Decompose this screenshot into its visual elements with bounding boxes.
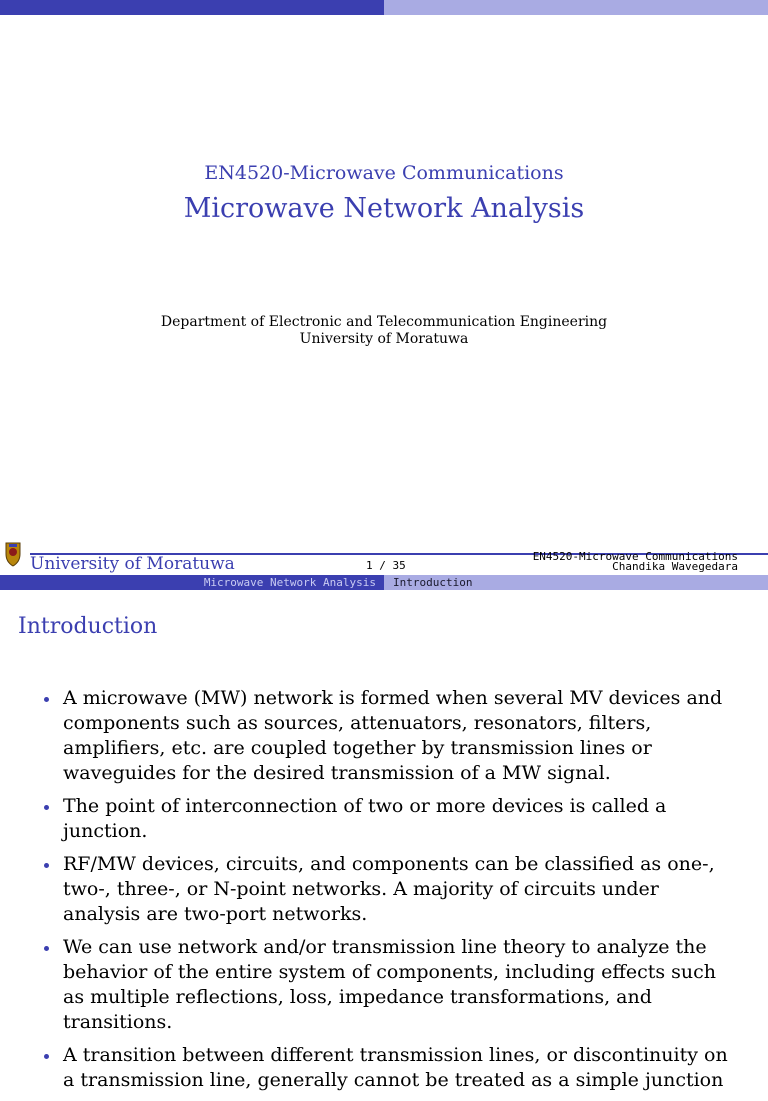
title-headline-bar: [0, 0, 768, 15]
course-title: EN4520-Microwave Communications: [204, 162, 564, 184]
footer-author: Chandika Wavegedara: [612, 560, 738, 573]
bullet-dot-icon: [44, 946, 49, 951]
bullet-text: A transition between different transmission lines, or discontinuity on a transmission line, generally cannot be treated as a simple junction: [63, 1044, 728, 1091]
bullet-dot-icon: [44, 1054, 49, 1059]
department-name: Department of Electronic and Telecommunication Engineering: [160, 314, 608, 330]
list-item: [40, 935, 740, 1035]
bullet-text: The point of interconnection of two or more devices is called a junction.: [63, 795, 667, 842]
bullet-text: A microwave (MW) network is formed when several MV devices and components such as sources, attenuators, resonators, filters, amplifiers, etc. are coupled together by transmission lines or waveguides for the desired transmission of a MW signal.: [63, 687, 723, 784]
bullet-text: We can use network and/or transmission line theory to analyze the behavior of the entire system of components, including effects such as multiple reflections, loss, impedance transformations, and transitions.: [63, 936, 716, 1033]
presentation-title: Microwave Network Analysis: [183, 193, 585, 224]
list-item: [40, 852, 740, 927]
university-crest-icon: [4, 540, 22, 568]
list-item: [40, 794, 740, 844]
list-item: [40, 686, 740, 786]
frame-title: Introduction: [18, 614, 158, 639]
navigation-bar: [0, 575, 768, 590]
footer-course: EN4520-Microwave Communications: [532, 550, 738, 563]
page-number: 1 / 35: [366, 559, 406, 572]
institution-name: University of Moratuwa: [299, 331, 469, 347]
bullet-dot-icon: [44, 697, 49, 702]
footer-university: University of Moratuwa: [30, 554, 235, 574]
headline-bar-left: [0, 0, 384, 15]
headline-bar-right: [384, 0, 768, 15]
nav-section-link[interactable]: Microwave Network Analysis: [203, 576, 376, 589]
bullet-list: [40, 686, 740, 1101]
list-item: [40, 1043, 740, 1093]
bullet-dot-icon: [44, 863, 49, 868]
bullet-text: RF/MW devices, circuits, and components can be classified as one-, two-, three-, or N-point networks. A majority of circuits under analysis are two-port networks.: [63, 853, 715, 925]
nav-bar-right: [384, 575, 768, 590]
nav-subsection-link[interactable]: Introduction: [393, 576, 473, 589]
bullet-dot-icon: [44, 805, 49, 810]
nav-bar-left: [0, 575, 384, 590]
